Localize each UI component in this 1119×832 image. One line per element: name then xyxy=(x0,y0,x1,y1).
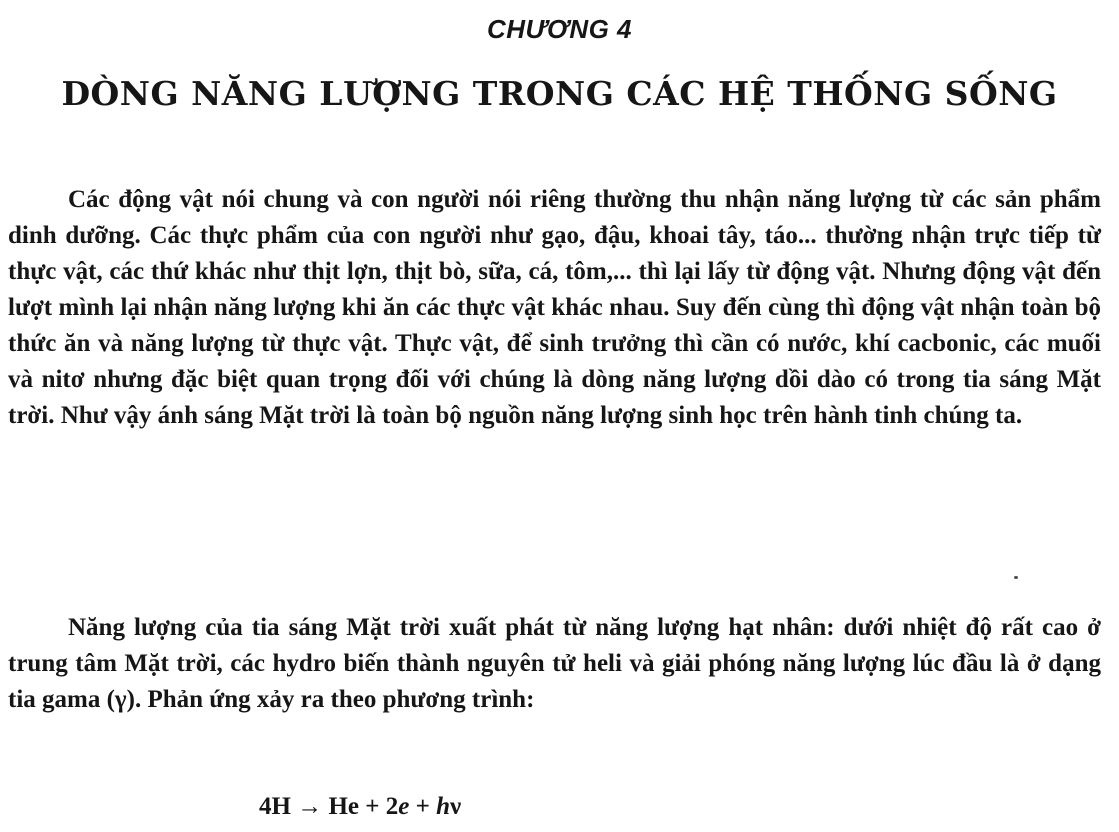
equation-frequency: ν xyxy=(450,793,462,820)
chapter-title: DÒNG NĂNG LƯỢNG TRONG CÁC HỆ THỐNG SỐNG xyxy=(61,74,1058,113)
equation-electron: e xyxy=(398,793,410,820)
chapter-heading: CHƯƠNG 4 xyxy=(486,14,633,44)
paragraph-2: Năng lượng của tia sáng Mặt trời xuất phát từ năng lượng hạt nhân: dưới nhiệt độ rất cao ở trung tâm Mặt trời, các hydro biến thành nguyên tử heli và giải phóng năng lượng lúc đầu là ở dạng tia gama (γ). Phản ứng xảy ra theo phương trình: xyxy=(8,614,1101,713)
fusion-equation xyxy=(259,793,461,821)
equation-plus: + xyxy=(409,793,437,820)
paragraph-1: Các động vật nói chung và con người nói riêng thường thu nhận năng lượng từ các sản phẩm dinh dưỡng. Các thực phẩm của con người như gạo, đậu, khoai tây, táo... thường nhận trực tiếp từ thực vật, các thứ khác như thịt lợn, thịt bò, sữa, cá, tôm,... thì lại lấy từ động vật. Nhưng động vật đến lượt mình lại nhận năng lượng khi ăn các thực vật khác nhau. Suy đến cùng thì động vật nhận toàn bộ thức ăn và năng lượng từ thực vật. Thực vật, để sinh trưởng thì cần có nước, khí cacbonic, các muối và nitơ nhưng đặc biệt quan trọng đối với chúng là dòng năng lượng dồi dào có trong tia sáng Mặt trời. Như vậy ánh sáng Mặt trời là toàn bộ nguồn năng lượng sinh học trên hành tinh chúng ta. xyxy=(8,186,1101,429)
equation-planck: h xyxy=(436,793,450,820)
scan-speck xyxy=(1014,576,1018,579)
equation-lhs: 4H → He + 2 xyxy=(259,793,399,820)
